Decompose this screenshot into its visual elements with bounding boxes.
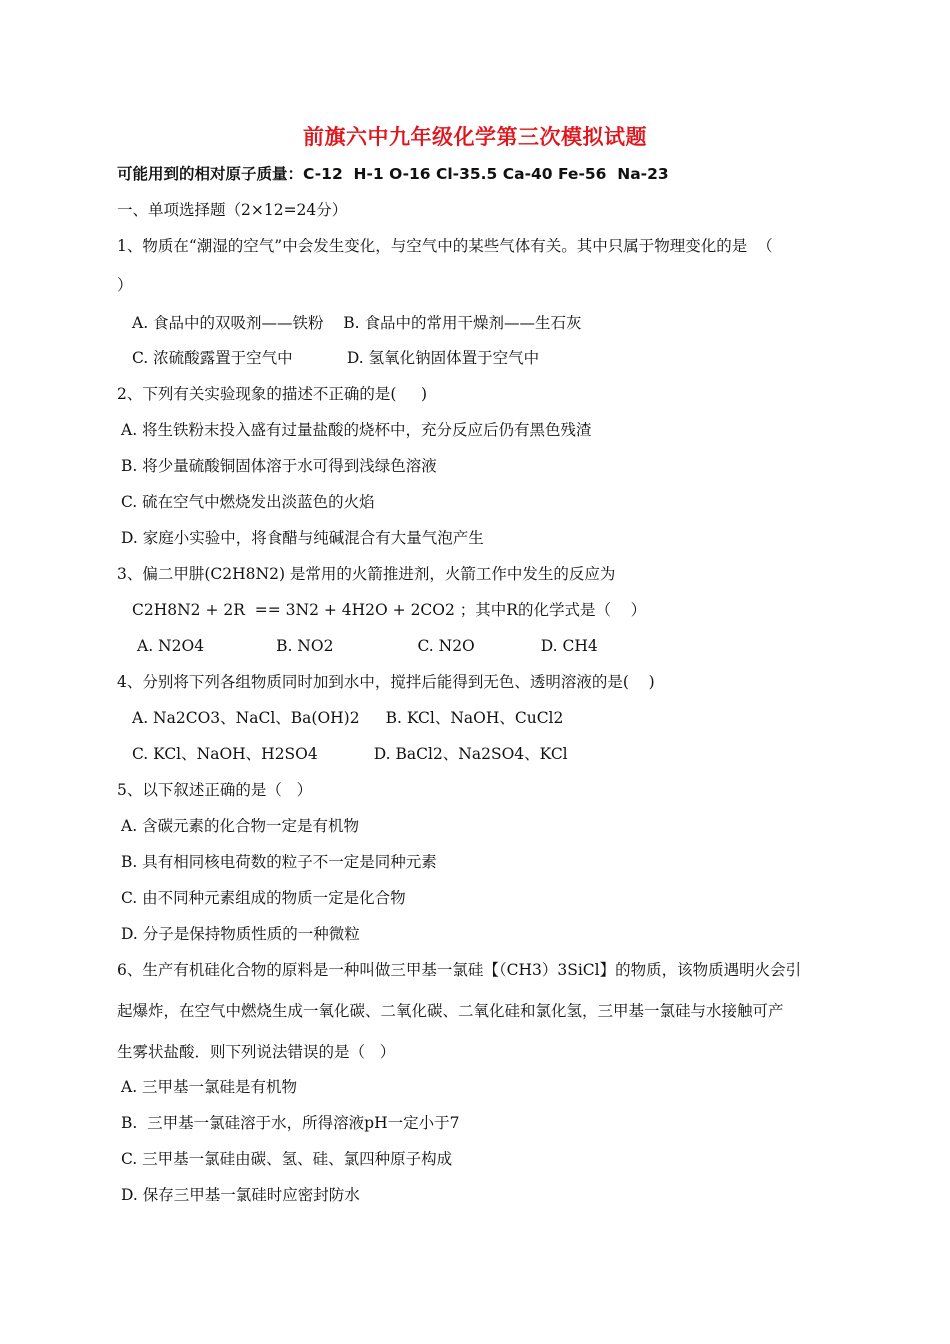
q4-options-ab	[132, 708, 563, 728]
q5-option-b: B. 具有相同核电荷数的粒子不一定是同种元素	[121, 853, 437, 871]
q4-option-d: D. BaCl2、Na2SO4、KCl	[373, 745, 568, 763]
q3-option-c: C. N2O	[417, 637, 475, 655]
q5-option-c: C. 由不同种元素组成的物质一定是化合物	[121, 889, 406, 907]
q2-option-c: C. 硫在空气中燃烧发出淡蓝色的火焰	[121, 493, 375, 511]
q4-stem: 4、分别将下列各组物质同时加到水中，搅拌后能得到无色、透明溶液的是( )	[117, 673, 655, 691]
q5-option-a: A. 含碳元素的化合物一定是有机物	[121, 817, 360, 835]
q5-stem: 5、以下叙述正确的是（ ）	[117, 781, 313, 799]
q6-stem-line2: 起爆炸，在空气中燃烧生成一氧化碳、二氧化碳、二氧化硅和氯化氢，三甲基一氯硅与水接触可产	[117, 1002, 784, 1020]
q3-options	[137, 636, 598, 656]
q4-options-cd	[132, 744, 568, 764]
q3-stem: 3、偏二甲肼(C2H8N2) 是常用的火箭推进剂，火箭工作中发生的反应为	[117, 565, 616, 583]
q6-option-c: C. 三甲基一氯硅由碳、氢、硅、氯四种原子构成	[121, 1150, 453, 1168]
atomic-mass-line: 可能用到的相对原子质量：C-12 H-1 O-16 Cl-35.5 Ca-40 Fe-56 Na-23	[117, 165, 669, 183]
q6-option-d: D. 保存三甲基一氯硅时应密封防水	[121, 1186, 360, 1204]
q2-option-d: D. 家庭小实验中，将食醋与纯碱混合有大量气泡产生	[121, 529, 484, 547]
q2-option-b: B. 将少量硫酸铜固体溶于水可得到浅绿色溶液	[121, 457, 437, 475]
q6-stem-line3: 生雾状盐酸．则下列说法错误的是（ ）	[117, 1043, 396, 1061]
q4-option-a: A. Na2CO3、NaCl、Ba(OH)2	[132, 709, 360, 727]
q1-stem-line1: 1、物质在“潮湿的空气”中会发生变化，与空气中的某些气体有关。其中只属于物理变化的是 （	[117, 237, 773, 255]
page-title: 前旗六中九年级化学第三次模拟试题	[303, 125, 647, 149]
q1-options-ab: A. 食品中的双吸剂——铁粉 B. 食品中的常用干燥剂——生石灰	[132, 314, 582, 332]
q1-stem-line2: ）	[117, 276, 133, 294]
q2-option-a: A. 将生铁粉末投入盛有过量盐酸的烧杯中，充分反应后仍有黑色残渣	[121, 421, 592, 439]
q3-option-b: B. NO2	[276, 637, 334, 655]
q4-option-c: C. KCl、NaOH、H2SO4	[132, 745, 318, 763]
q1-options-cd: C. 浓硫酸露置于空气中 D. 氢氧化钠固体置于空气中	[132, 349, 540, 367]
q6-option-a: A. 三甲基一氯硅是有机物	[121, 1078, 298, 1096]
q2-stem: 2、下列有关实验现象的描述不正确的是( )	[117, 385, 428, 403]
q6-option-b: B. 三甲基一氯硅溶于水，所得溶液pH一定小于7	[121, 1114, 460, 1132]
q3-equation: C2H8N2 + 2R == 3N2 + 4H2O + 2CO2 ；其中R的化学式是（ ）	[132, 601, 647, 619]
q3-option-a: A. N2O4	[137, 637, 205, 655]
q3-option-d: D. CH4	[540, 637, 598, 655]
section-heading: 一、单项选择题（2×12=24分）	[117, 201, 348, 219]
q6-stem-line1: 6、生产有机硅化合物的原料是一种叫做三甲基一氯硅【（CH3）3SiCl】的物质，该物质遇明火会引	[117, 961, 802, 979]
q5-option-d: D. 分子是保持物质性质的一种微粒	[121, 925, 360, 943]
q4-option-b: B. KCl、NaOH、CuCl2	[385, 709, 564, 727]
